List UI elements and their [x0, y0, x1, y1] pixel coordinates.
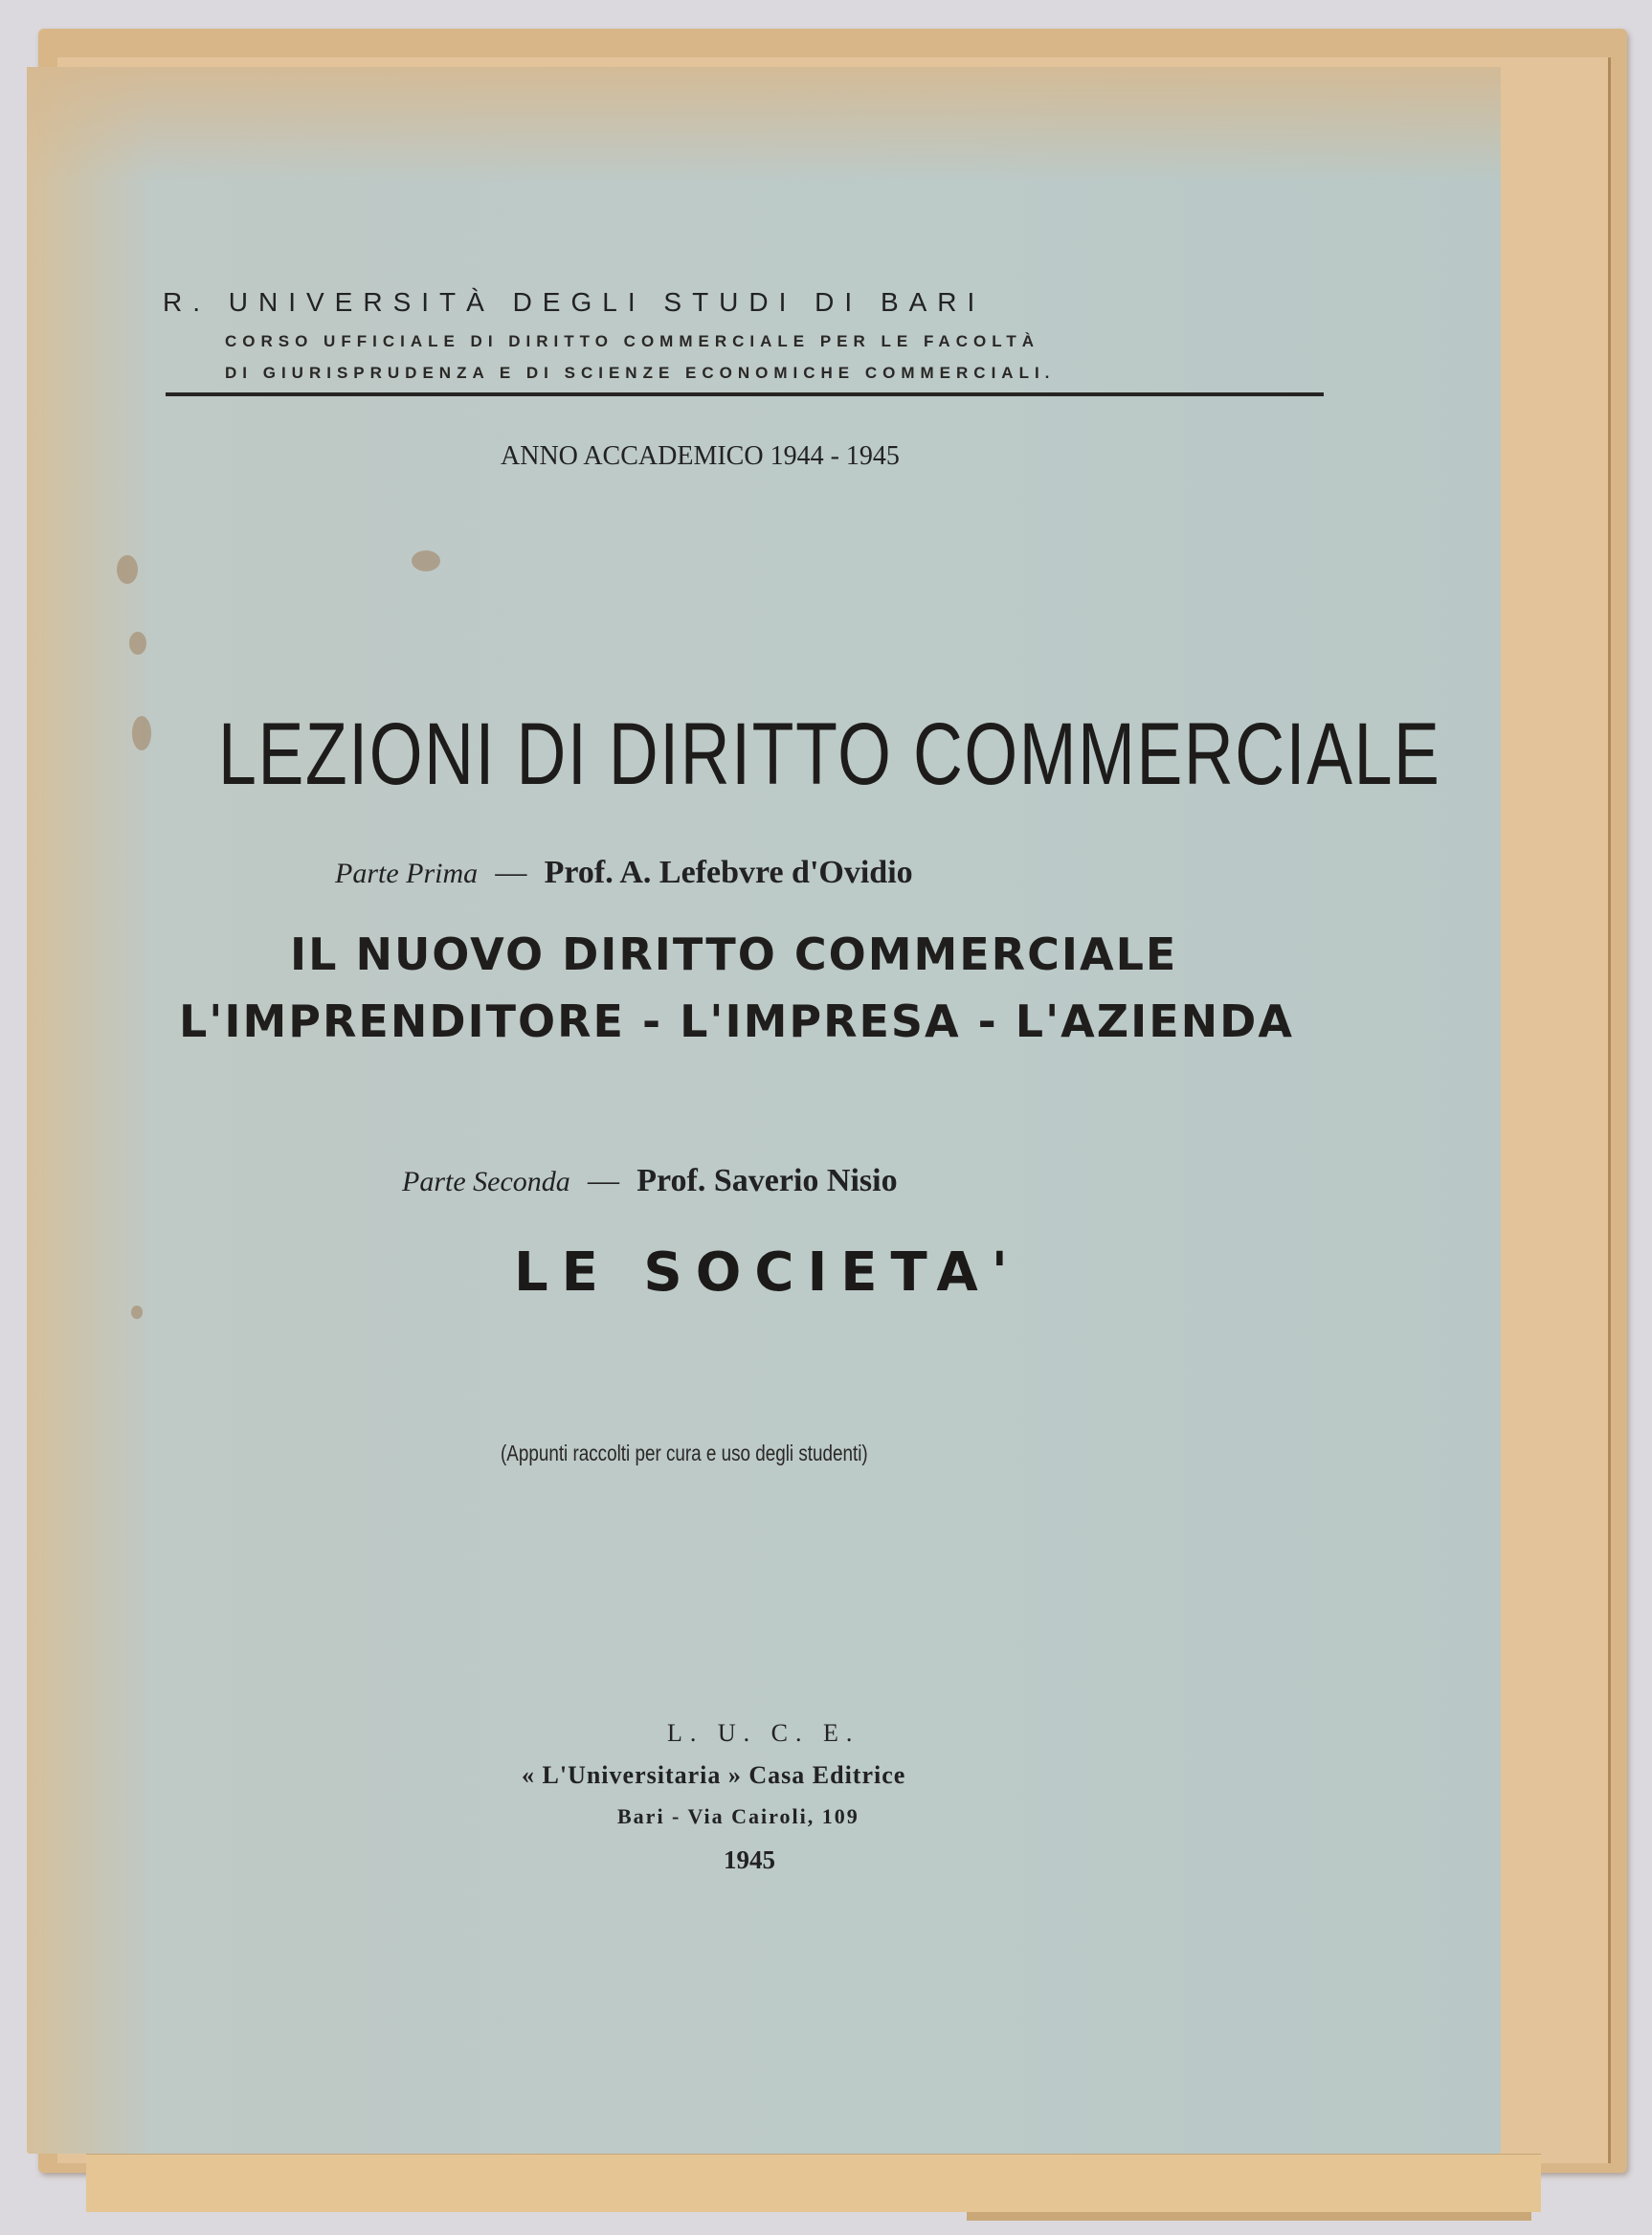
- course-line-1: CORSO UFFICIALE DI DIRITTO COMMERCIALE PER LE FACOLTÀ: [225, 332, 1039, 350]
- part-two-byline: [402, 1163, 898, 1199]
- publisher-house: « L'Universitaria » Casa Editrice: [522, 1761, 906, 1789]
- stain-mark: [131, 1306, 143, 1319]
- student-notes-caption: (Appunti raccolti per cura e uso degli studenti): [501, 1441, 868, 1465]
- academic-year: ANNO ACCADEMICO 1944 - 1945: [501, 441, 900, 471]
- publisher-name: L. U. C. E.: [667, 1719, 860, 1747]
- stain-mark: [129, 632, 146, 655]
- publication-year: 1945: [724, 1845, 775, 1874]
- part-two-subtitle: LE SOCIETA': [514, 1241, 1021, 1304]
- part-one-subtitle-1: IL NUOVO DIRITTO COMMERCIALE: [290, 928, 1178, 980]
- publisher-address: Bari - Via Cairoli, 109: [617, 1804, 859, 1828]
- part-two-author: Prof. Saverio Nisio: [636, 1163, 898, 1198]
- part-one-subtitle-2: L'IMPRENDITORE - L'IMPRESA - L'AZIENDA: [179, 995, 1294, 1047]
- main-title: LEZIONI DI DIRITTO COMMERCIALE: [218, 705, 1441, 803]
- part-one-byline: [335, 855, 913, 891]
- course-line-2: DI GIURISPRUDENZA E DI SCIENZE ECONOMICHE COMMERCIALI.: [225, 364, 1056, 382]
- part-one-label: Parte Prima: [335, 858, 479, 889]
- aged-bottom-edge: [86, 2154, 1541, 2212]
- part-one-author: Prof. A. Lefebvre d'Ovidio: [544, 855, 913, 890]
- em-dash: —: [588, 1164, 620, 1198]
- part-two-label: Parte Seconda: [402, 1166, 570, 1197]
- stain-mark: [412, 550, 440, 571]
- header-divider: [166, 392, 1324, 396]
- em-dash: —: [495, 856, 527, 890]
- stain-mark: [132, 716, 151, 750]
- cover-top-discoloration: [27, 67, 1501, 182]
- institution-name: R. UNIVERSITÀ DEGLI STUDI DI BARI: [163, 287, 986, 317]
- stain-mark: [117, 555, 138, 584]
